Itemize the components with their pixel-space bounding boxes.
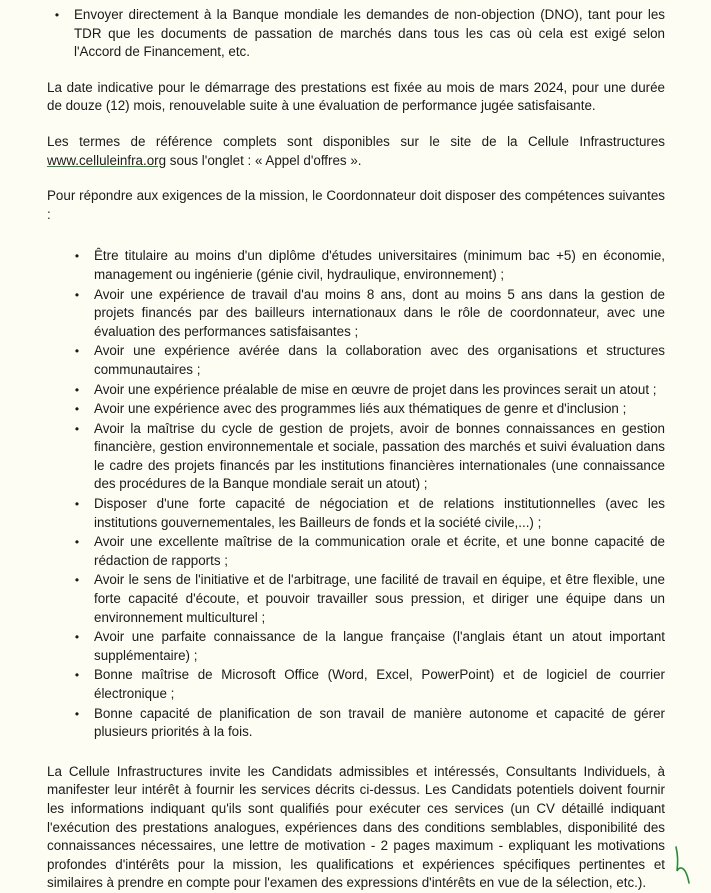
tdr-paragraph	[47, 133, 665, 170]
website-link[interactable]: www.celluleinfra.org	[47, 152, 167, 168]
bullet-icon: •	[74, 535, 80, 550]
bullet-icon: •	[74, 382, 80, 397]
competence-text: Avoir le sens de l'initiative et de l'arbitrage, une facilité de travail en équipe, et être flexible, une forte capacité d'écoute, et pouvoir travailler sous pression, et diriger une équipe dans un environnement multiculturel ;	[94, 572, 665, 625]
bullet-icon: •	[74, 573, 80, 588]
competence-text: Avoir une parfaite connaissance de la langue française (l'anglais étant un atout important supplémentaire) ;	[94, 629, 665, 663]
competence-text: Avoir une expérience avérée dans la collaboration avec des organisations et structures communautaires ;	[94, 343, 665, 377]
bullet-icon: •	[74, 497, 80, 512]
competence-item	[74, 420, 665, 494]
competence-item	[74, 533, 665, 570]
competence-item	[74, 495, 665, 532]
competence-item	[74, 628, 665, 665]
competence-text: Disposer d'une forte capacité de négociation et de relations institutionnelles (avec les institutions gouvernementales, les Bailleurs de fonds et la société civile,...) ;	[94, 496, 665, 530]
competence-text: Avoir une expérience préalable de mise en œuvre de projet dans les provinces serait un atout ;	[94, 381, 657, 397]
competence-item	[74, 571, 665, 627]
bullet-icon: •	[74, 706, 80, 721]
competences-list	[74, 247, 665, 741]
list-item-text: Envoyer directement à la Banque mondiale les demandes de non-objection (DNO), tant pour les TDR que les documents de passation de marchés dans tous les cas où cela est exigé selon l'Accord de Financement, etc.	[74, 7, 665, 60]
competence-item	[74, 247, 665, 284]
competence-text: Avoir une expérience avec des programmes liés aux thématiques de genre et d'inclusion ;	[94, 401, 627, 417]
handwritten-initial-mark	[672, 845, 694, 885]
competence-text: Avoir une expérience de travail d'au moins 8 ans, dont au moins 5 ans dans la gestion de projets financés par des bailleurs internationaux dans le rôle de coordonnateur, avec une évaluation des performances satisfaisantes ;	[94, 286, 665, 339]
competence-item	[74, 400, 665, 419]
bullet-icon: •	[74, 249, 80, 264]
list-item	[54, 6, 665, 62]
competence-text: Bonne maîtrise de Microsoft Office (Word, Excel, PowerPoint) et de logiciel de courrier électronique ;	[94, 667, 665, 701]
bullet-icon: •	[74, 630, 80, 645]
invitation-paragraph: La Cellule Infrastructures invite les Candidats admissibles et intéressés, Consultants Individuels, à manifester leur intérêt à fournir les services décrits ci-dessus. Les Candidats potentiels doivent fournir les informations indiquant qu'ils sont qualifiés pour exécuter ces services (un CV détaillé indiquant l'exécution des prestations analogues, expériences dans des conditions semblables, disponibilité des connaissances nécessaires, une lettre de motivation - 2 pages maximum - expliquant les motivations profondes d'intérêts pour la mission, les qualifications et expériences spécifiques pertinentes et similaires à prendre en compte pour l'examen des expressions d'intérêts en vue de la sélection, etc.).	[47, 763, 665, 891]
competence-item	[74, 666, 665, 703]
competence-text: Avoir une excellente maîtrise de la communication orale et écrite, et une bonne capacité de rédaction de rapports ;	[94, 534, 665, 568]
competence-item	[74, 381, 665, 400]
bullet-icon: •	[54, 8, 60, 22]
competence-text: Avoir la maîtrise du cycle de gestion de projets, avoir de bonnes connaissances en gestion financière, gestion environnementale et sociale, passation des marchés et suivi évaluation dans le cadre des projets financés par les institutions financières internationales (une connaissance des procédures de la Banque mondiale serait un atout) ;	[94, 420, 665, 492]
bullet-icon: •	[74, 402, 80, 417]
competences-intro: Pour répondre aux exigences de la mission, le Coordonnateur doit disposer des compétences suivantes :	[47, 188, 665, 222]
competence-text: Bonne capacité de planification de son travail de manière autonome et capacité de gérer plusieurs priorités à la fois.	[94, 705, 665, 740]
responsibilities-list	[54, 6, 665, 62]
bullet-icon: •	[74, 421, 80, 436]
tdr-text-after: sous l'onglet : « Appel d'offres ».	[166, 152, 362, 168]
competence-item	[74, 286, 665, 342]
competence-item	[74, 705, 665, 742]
start-date-paragraph: La date indicative pour le démarrage des prestations est fixée au mois de mars 2024, pour une durée de douze (12) mois, renouvelable suite à une évaluation de performance jugée satisfaisante.	[47, 79, 665, 114]
competence-item	[74, 342, 665, 379]
bullet-icon: •	[74, 287, 80, 302]
tdr-text: Les termes de référence complets sont disponibles sur le site de la Cellule Infrastructures	[47, 133, 665, 149]
bullet-icon: •	[74, 668, 80, 683]
bullet-icon: •	[74, 344, 80, 359]
competence-text: Être titulaire au moins d'un diplôme d'études universitaires (minimum bac +5) en économie, management ou ingénierie (génie civil, hydraulique, environnement) ;	[94, 248, 665, 282]
document-page	[47, 0, 665, 893]
